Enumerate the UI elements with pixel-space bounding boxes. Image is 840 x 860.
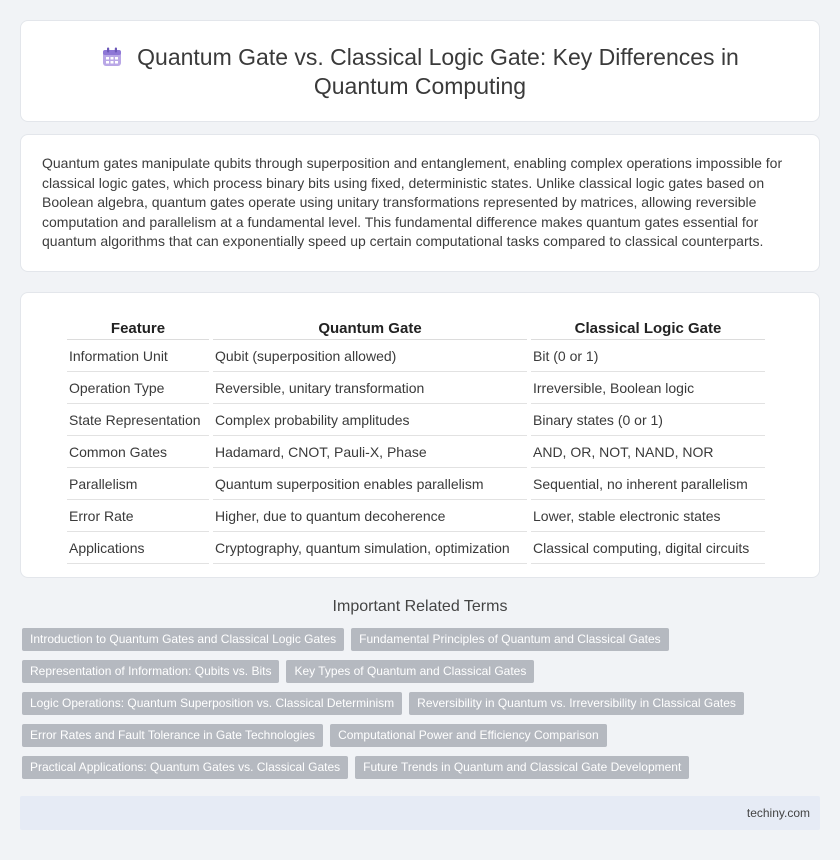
term-row — [22, 628, 822, 651]
cell-feature: Information Unit — [67, 342, 209, 372]
page-title-line-2: Quantum Computing — [313, 73, 527, 99]
term-row — [22, 660, 822, 683]
cell-feature: Parallelism — [67, 470, 209, 500]
cell-classical: Sequential, no inherent parallelism — [531, 470, 765, 500]
term-row — [22, 692, 822, 715]
cell-classical: Binary states (0 or 1) — [531, 406, 765, 436]
related-terms-list — [22, 628, 822, 788]
cell-classical: Classical computing, digital circuits — [531, 534, 765, 564]
cell-feature: Applications — [67, 534, 209, 564]
cell-classical: Irreversible, Boolean logic — [531, 374, 765, 404]
table-row — [67, 502, 765, 532]
term-row — [22, 756, 822, 779]
page-header — [21, 43, 819, 101]
cell-feature: Common Gates — [67, 438, 209, 468]
term-tag[interactable]: Fundamental Principles of Quantum and Classical Gates — [351, 628, 668, 651]
cell-quantum: Cryptography, quantum simulation, optimization — [213, 534, 527, 564]
table-row — [67, 470, 765, 500]
table-row — [67, 342, 765, 372]
cell-quantum: Higher, due to quantum decoherence — [213, 502, 527, 532]
comparison-table — [63, 315, 769, 566]
cell-feature: Error Rate — [67, 502, 209, 532]
page-title — [21, 43, 819, 101]
table-row — [67, 374, 765, 404]
term-row — [22, 724, 822, 747]
term-tag[interactable]: Key Types of Quantum and Classical Gates — [286, 660, 534, 683]
intro-card — [20, 134, 820, 272]
header-quantum-gate: Quantum Gate — [213, 317, 527, 340]
cell-quantum: Reversible, unitary transformation — [213, 374, 527, 404]
table-row — [67, 406, 765, 436]
related-terms-heading: Important Related Terms — [332, 598, 508, 615]
page-title-line-1: Quantum Gate vs. Classical Logic Gate: Key Differences in — [137, 44, 739, 70]
cell-quantum: Qubit (superposition allowed) — [213, 342, 527, 372]
footer — [20, 796, 820, 830]
comparison-card — [20, 292, 820, 578]
cell-quantum: Hadamard, CNOT, Pauli-X, Phase — [213, 438, 527, 468]
cell-classical: AND, OR, NOT, NAND, NOR — [531, 438, 765, 468]
cell-quantum: Complex probability amplitudes — [213, 406, 527, 436]
cell-classical: Lower, stable electronic states — [531, 502, 765, 532]
header-classical-gate: Classical Logic Gate — [531, 317, 765, 340]
header-card — [20, 20, 820, 122]
footer-site-link[interactable]: techiny.com — [746, 806, 810, 820]
header-feature: Feature — [67, 317, 209, 340]
term-tag[interactable]: Introduction to Quantum Gates and Classical Logic Gates — [22, 628, 344, 651]
cell-feature: State Representation — [67, 406, 209, 436]
term-tag[interactable]: Computational Power and Efficiency Comparison — [330, 724, 607, 747]
term-tag[interactable]: Error Rates and Fault Tolerance in Gate Technologies — [22, 724, 323, 747]
term-tag[interactable]: Representation of Information: Qubits vs. Bits — [22, 660, 279, 683]
term-tag[interactable]: Practical Applications: Quantum Gates vs. Classical Gates — [22, 756, 348, 779]
table-row — [67, 438, 765, 468]
cell-quantum: Quantum superposition enables parallelism — [213, 470, 527, 500]
term-tag[interactable]: Future Trends in Quantum and Classical Gate Development — [355, 756, 689, 779]
cell-feature: Operation Type — [67, 374, 209, 404]
term-tag[interactable]: Reversibility in Quantum vs. Irreversibility in Classical Gates — [409, 692, 744, 715]
table-header-row — [67, 317, 765, 340]
term-tag[interactable]: Logic Operations: Quantum Superposition vs. Classical Determinism — [22, 692, 402, 715]
cell-classical: Bit (0 or 1) — [531, 342, 765, 372]
table-row — [67, 534, 765, 564]
intro-paragraph: Quantum gates manipulate qubits through superposition and entanglement, enabling complex operations impossible for classical logic gates, which process binary bits using fixed, deterministic states. Unlike classical logic gates based on Boolean algebra, quantum gates operate using unitary transformations represented by matrices, allowing reversible computation and parallelism at a fundamental level. This fundamental difference makes quantum gates essential for quantum algorithms that can exponentially speed up certain computational tasks compared to classical counterparts. — [42, 155, 783, 250]
calendar-icon — [101, 46, 123, 68]
